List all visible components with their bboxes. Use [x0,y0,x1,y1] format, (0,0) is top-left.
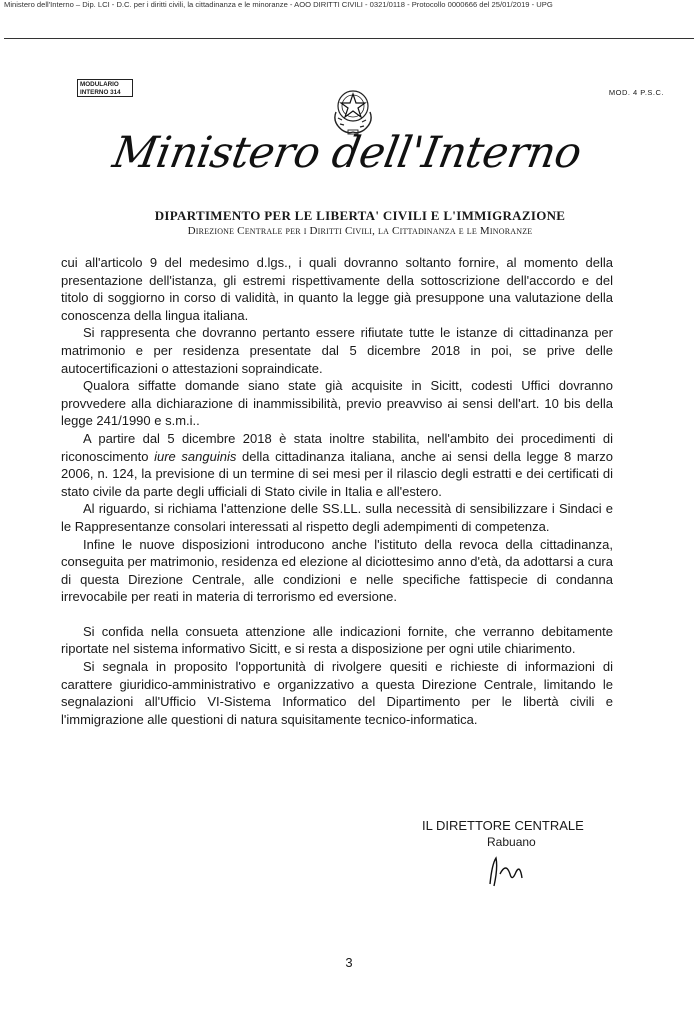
paragraph-8: Si segnala in proposito l'opportunità di rivolgere quesiti e richieste di informazioni di carattere giuridico-amministrativo e organizzativo a questa Direzione Centrale, limitando le segnalazioni all'Ufficio VI-Sistema Informatico del Dipartimento per le libertà civili e l'immigrazione alle questioni di natura squisitamente tecnico-informatica. [61,659,613,727]
signature-scribble-icon [482,844,552,894]
protocol-header: Ministero dell'Interno – Dip. LCI - D.C. per i diritti civili, la cittadinanza e le minoranze - AOO DIRITTI CIVILI - 0321/0118 - Protocollo 0000666 del 25/01/2019 - UPG [4,0,553,9]
modulario-box [77,79,133,97]
paragraph-5: Al riguardo, si richiama l'attenzione delle SS.LL. sulla necessità di sensibilizzare i Sindaci e le Rappresentanze consolari interessati al rispetto degli adempimenti di competenza. [61,501,613,534]
letter-body [61,254,613,728]
signatory-title: IL DIRETTORE CENTRALE [422,818,584,833]
signatory-name: Rabuano [487,835,536,849]
paragraph-4 [61,430,613,500]
header-divider [4,38,694,39]
signature-block [422,818,642,849]
form-code: MOD. 4 P.S.C. [608,88,664,97]
modulario-number: INTERNO 314 [80,89,121,96]
modulario-label: MODULARIO [80,81,119,88]
department-title: DIPARTIMENTO PER LE LIBERTA' CIVILI E L'IMMIGRAZIONE [154,208,566,223]
paragraph-4-start: A partire dal 5 dicembre 2018 è stata inoltre stabilita, nell'ambito dei procedimenti di riconoscimento [61,430,613,464]
paragraph-3: Qualora siffatte domande siano state già acquisite in Sicitt, codesti Uffici dovranno provvedere alla dichiarazione di inammissibilità, previo preavviso ai sensi dell'art. 10 bis della legge 241/1990 e s.m.i.. [61,378,613,429]
paragraph-7: Si confida nella consueta attenzione alle indicazioni fornite, che verranno debitamente riportate nel sistema informativo Sicitt, e si resta a disposizione per ogni utile chiarimento. [61,623,613,657]
paragraph-1: cui all'articolo 9 del medesimo d.lgs., i quali dovranno soltanto fornire, al momento della presentazione dell'istanza, gli estremi rispettivamente della sottoscrizione dell'accordo e del titolo di soggiorno in corso di validità, in quanto la legge già presuppone una valutazione della conoscenza della lingua italiana. [61,255,613,323]
paragraph-6: Infine le nuove disposizioni introducono anche l'istituto della revoca della cittadinanza, conseguita per matrimonio, residenza ed elezione al diciottesimo anno d'età, da adottarsi a cura di questa Direzione Centrale, alle condizioni e nelle specifiche fattispecie di condanna irrevocabile per reati in materia di terrorismo ed eversione. [61,536,613,605]
paragraph-4-end: della cittadinanza italiana, anche ai sensi della legge 8 marzo 2006, n. 124, la previsione di un termine di sei mesi per il rilascio degli estratti e dei certificati di stato civile da parte degli ufficiali di Stato civile in Italia e all'estero. [61,448,614,499]
page-number: 3 [345,955,353,970]
paragraph-4-italic: iure sanguinis [154,448,237,464]
direction-subtitle: Direzione Centrale per i Diritti Civili, la Cittadinanza e le Minoranze [187,225,533,237]
paragraph-2: Si rappresenta che dovranno pertanto essere rifiutate tutte le istanze di cittadinanza per matrimonio e per residenza presentate dal 5 dicembre 2018 in poi, se prive delle autocertificazioni o attestazioni sopraindicate. [61,325,613,376]
ministry-title: Ministero dell'Interno [109,128,585,178]
